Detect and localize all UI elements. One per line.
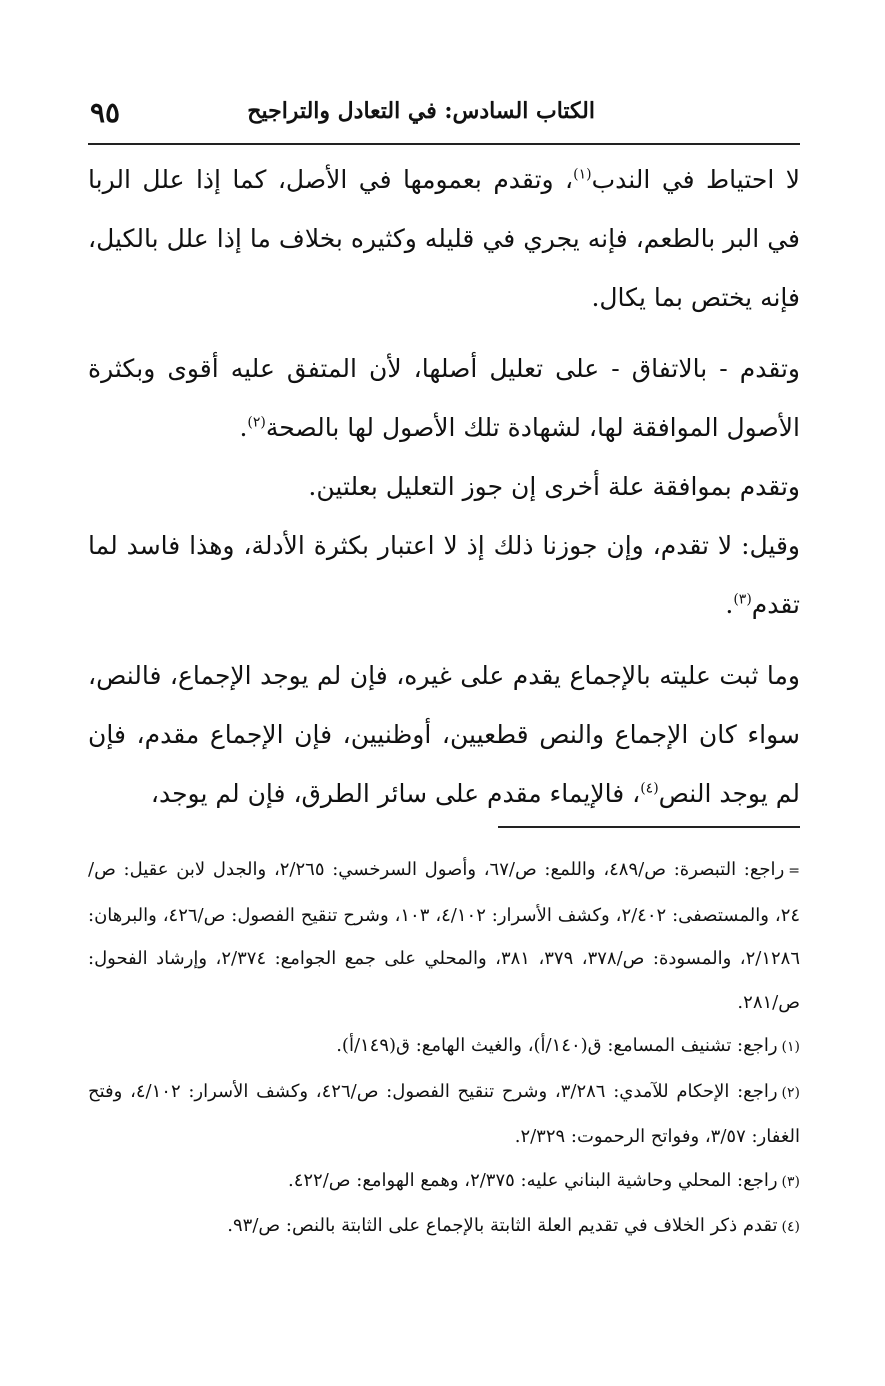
footnote-4-marker: (٤) [781, 1219, 800, 1235]
footnote-ref-2: (٢) [247, 414, 266, 431]
paragraph-4-text-a: وقيل: لا تقدم، وإن جوزنا ذلك إذ لا اعتبار بكثرة الأدلة، وهذا فاسد لما تقدم [88, 531, 800, 619]
paragraph-2-text-b: . [239, 413, 248, 442]
footnote-ref-3: (٣) [733, 591, 752, 608]
footnote-3-text: راجع: المحلي وحاشية البناني عليه: ٢/٣٧٥، وهمع الهوامع: ص/٤٢٢. [287, 1169, 778, 1191]
paragraph-1-text-b: ، وتقدم بعمومها في الأصل، كما إذا علل الربا في البر بالطعم، فإنه يجري في قليله وكثيره بخلاف ما إذا علل بالكيل، فإنه يختص بما يكال. [88, 165, 800, 312]
footnote-ref-4: (٤) [640, 780, 659, 797]
footnote-1 [88, 1024, 800, 1070]
footnote-continued [88, 848, 800, 1024]
paragraph-2-text-a: وتقدم - بالاتفاق - على تعليل أصلها، لأن المتفق عليه أقوى وبكثرة الأصول الموافقة لها، لشهادة تلك الأصول لها بالصحة [88, 354, 800, 442]
footnote-2 [88, 1070, 800, 1159]
main-text [88, 150, 800, 823]
paragraph-1 [88, 150, 800, 327]
paragraph-5-text-b: ، فالإيماء مقدم على سائر الطرق، فإن لم يوجد، [150, 779, 641, 808]
paragraph-3-text: وتقدم بموافقة علة أخرى إن جوز التعليل بعلتين. [308, 472, 800, 501]
footnote-separator [498, 826, 800, 828]
footnote-2-text: راجع: الإحكام للآمدي: ٣/٢٨٦، وشرح تنقيح الفصول: ص/٤٢٦، وكشف الأسرار: ٤/١٠٢، وفتح الغفار: ٣/٥٧، وفواتح الرحموت: ٢/٣٢٩. [88, 1080, 800, 1147]
footnote-1-marker: (١) [781, 1039, 800, 1055]
running-title: الكتاب السادس: في التعادل والتراجيح [247, 98, 595, 124]
header-rule [88, 143, 800, 145]
paragraph-4 [88, 516, 800, 634]
page-number: ٩٥ [90, 96, 121, 129]
paragraph-2 [88, 339, 800, 457]
footnote-2-marker: (٢) [781, 1084, 800, 1101]
footnote-3 [88, 1159, 800, 1205]
footnote-1-text: راجع: تشنيف المسامع: ق(١٤٠/أ)، والغيث الهامع: ق(١٤٩/أ). [336, 1035, 778, 1056]
footnotes [88, 848, 800, 1250]
paragraph-4-text-b: . [725, 590, 734, 619]
paragraph-5-text-a: وما ثبت عليته بالإجماع يقدم على غيره، فإن لم يوجد الإجماع، فالنص، سواء كان الإجماع والنص قطعيين، أوظنيين، فإن الإجماع مقدم، فإن لم يوجد النص [88, 661, 800, 808]
footnote-ref-1: (١) [573, 166, 592, 183]
footnote-4 [88, 1204, 800, 1250]
footnote-continued-text: راجع: التبصرة: ص/٤٨٩، واللمع: ص/٦٧، وأصول السرخسي: ٢/٢٦٥، والجدل لابن عقيل: ص/٢٤، والمستصفى: ٢/٤٠٢، وكشف الأسرار: ٤/١٠٢، ١٠٣، وشرح تنقيح الفصول: ص/٤٢٦، والبرهان: ٢/١٢٨٦، والمسودة: ص/٣٧٨، ٣٧٩، ٣٨١، والمحلي على جمع الجوامع: ٢/٣٧٤، وإرشاد الفحول: ص/٢٨١. [88, 859, 801, 1013]
paragraph-1-text-a: لا احتياط في الندب [591, 165, 800, 194]
footnote-3-marker: (٣) [781, 1173, 800, 1190]
page-header [88, 98, 800, 132]
paragraph-3 [88, 457, 800, 516]
footnote-continued-marker: = [788, 863, 800, 879]
paragraph-5 [88, 646, 800, 823]
footnote-4-text: تقدم ذكر الخلاف في تقديم العلة الثابتة بالإجماع على الثابتة بالنص: ص/٩٣. [227, 1215, 778, 1236]
